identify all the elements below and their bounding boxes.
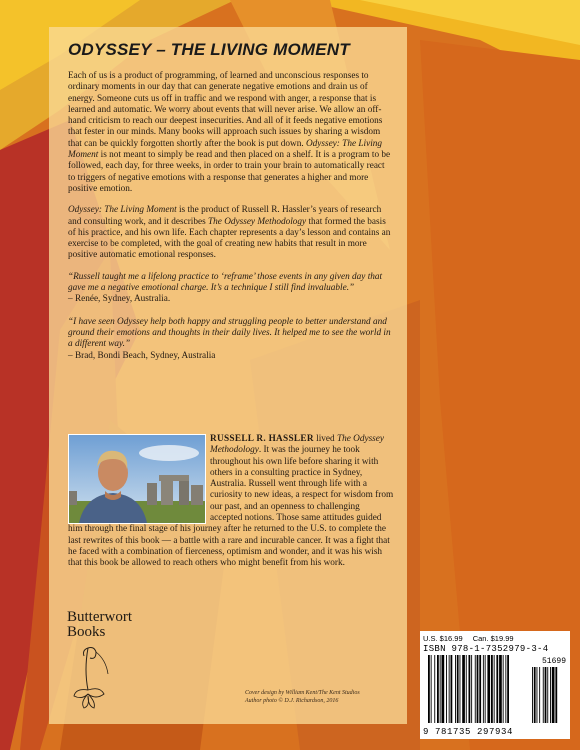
author-name: RUSSELL R. HASSLER <box>210 434 314 444</box>
testimonial: “I have seen Odyssey help both happy and struggling people to better understand and ground their emotions and thoughts in their daily lives. It helped me to see the world in a different way.” – Brad, Bondi Beach, Sydney, Australia <box>68 316 391 361</box>
author-photo <box>68 434 206 524</box>
price-line: U.S. $16.99 Can. $19.99 <box>423 634 514 643</box>
testimonial: “Russell taught me a lifelong practice to ‘reframe’ those events in any given day that gave me a negative emotional charge. It’s a technique I still find invaluable.” – Renée, Sydney, Australia. <box>68 271 383 305</box>
credits: Cover design by William Kent/The Kent Studios Author photo © D.J. Richardson, 2016 <box>245 690 360 704</box>
book-title: ODYSSEY – THE LIVING MOMENT <box>68 40 350 59</box>
barcode-digits: 9 781735 297934 <box>423 727 514 737</box>
barcode-bars <box>428 655 566 727</box>
barcode-addon: 51699 <box>541 657 566 666</box>
blurb-paragraph-2: Odyssey: The Living Moment is the product of Russell R. Hassler’s years of research and consulting work, and it describes The Odyssey Methodology that formed the basis of his practice, and his own life. Each chapter represents a day’s lesson and contains an exercise to be completed, with the goal of creating new habits that result in more positive automatic emotional responses. <box>68 205 391 261</box>
blurb-paragraph-1: Each of us is a product of programming, of learned and unconscious responses to ordinary moments in our day that can generate negative emotions and drain us of energy. Someone cuts us off in traffic and we respond with anger, a response that is learned and automatic. We worry about events that will never arise. We allow an off-hand criticism to reach our deepest insecurities. And all of it feeds negative emotions that fester in our minds. Many books will approach such issues by sharing a wisdom that can be quickly forgotten shortly after the book is put down. Odyssey: The Living Moment is not meant to simply be read and then placed on a shelf. It is a program to be followed, each day, for three weeks, in order to train your brain to automatically react to triggers of negative emotions with a response that generates a higher and more positive emotion. <box>68 71 391 194</box>
isbn-number: ISBN 978-1-7352979-3-4 <box>423 644 549 654</box>
blurb <box>68 71 394 373</box>
author-bio: RUSSELL R. HASSLER lived The Odyssey Methodology. It was the journey he took throughout his own life before sharing it with others in a consulting practice in Sydney, Australia. Russell went through life with a curiosity to new ideas, a respect for wisdom from our past, and an openness to challenging accepted notions. Those same attitudes guided him through the final stage of his journey after he returned to the U.S. to complete the last rewrites of this book — a battle with a rare and incurable cancer. It was a fight that he faced with a combination of fierceness, optimism and wonder, and it was his wish that this book be allowed to reach others who might benefit from his work. <box>68 434 394 569</box>
isbn-barcode <box>420 631 570 739</box>
publisher-logo: Butterwort Books <box>67 609 132 640</box>
